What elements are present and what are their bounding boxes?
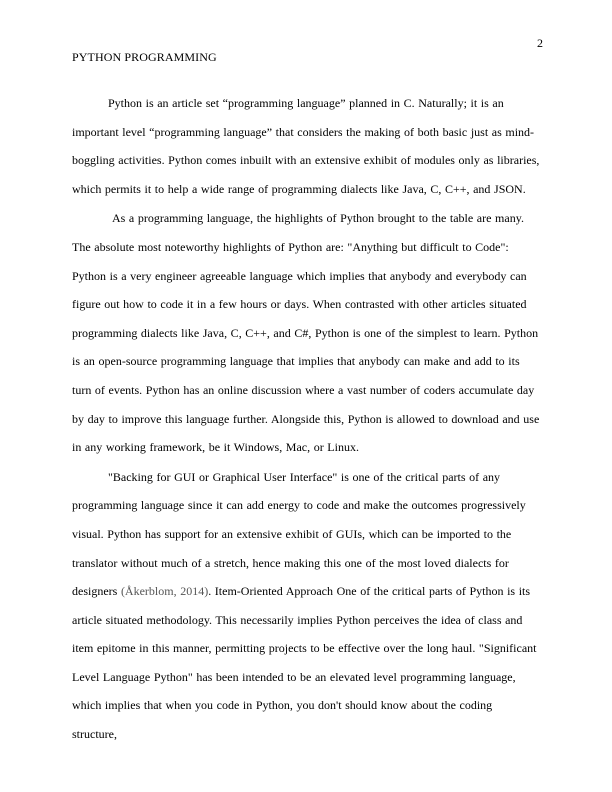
citation: (Åkerblom, 2014) xyxy=(120,584,209,599)
page-number: 2 xyxy=(537,36,543,50)
body-text xyxy=(72,89,540,749)
paragraph-2: As a programming language, the highlights of Python brought to the table are many. The absolute most noteworthy highlights of Python are: "Anything but difficult to Code": Python is a very engineer agreeable language which implies that anybody and everybody can figure out how to code it in a few hours or days. When contrasted with other articles situated programming dialects like Java, C, C++, and C#, Python is one of the simplest to learn. Python is an open-source programming language that implies that anybody can make and add to its turn of events. Python has an online discussion where a vast number of coders accumulate day by day to improve this language further. Alongside this, Python is allowed to download and use in any working framework, be it Windows, Mac, or Linux. xyxy=(72,211,540,455)
paragraph-3-text-before: "Backing for GUI or Graphical User Interface" is one of the critical parts of any programming language since it can add energy to code and make the outcomes progressively visual. Python has support for an extensive exhibit of GUIs, which can be imported to the translator without much of a stretch, hence making this one of the most loved dialects for designers xyxy=(72,469,526,599)
paragraph-3 xyxy=(72,463,540,749)
running-head: PYTHON PROGRAMMING xyxy=(72,50,217,64)
paragraph-1: Python is an article set “programming language” planned in C. Naturally; it is an important level “programming language” that considers the making of both basic just as mind-boggling activities. Python comes inbuilt with an extensive exhibit of modules only as libraries, which permits it to help a wide range of programming dialects like Java, C, C++, and JSON. xyxy=(72,96,540,196)
paragraph-3-text-after: . Item-Oriented Approach One of the critical parts of Python is its article situated methodology. This necessarily implies Python perceives the idea of class and item epitome in this manner, permitting projects to be effective over the long haul. "Significant Level Language Python" has been intended to be an elevated level programming language, which implies that when you code in Python, you don't should know about the coding structure, xyxy=(72,584,537,742)
